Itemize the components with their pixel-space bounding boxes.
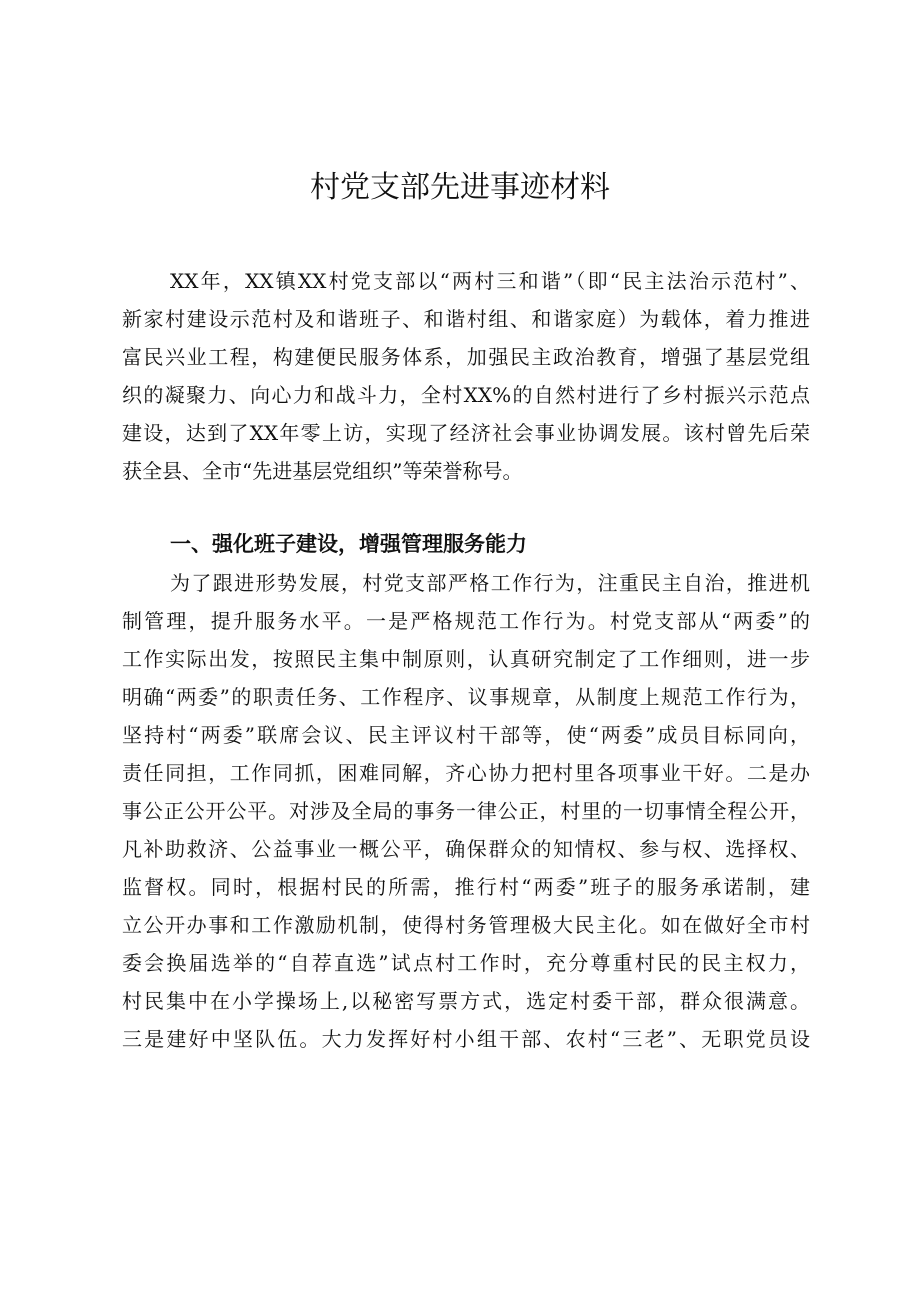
paragraph-line: 明确“两委”的职责任务、工作程序、议事规章，从制度上规范工作行为， bbox=[122, 685, 810, 709]
paragraph-line: 三是建好中坚队伍。大力发挥好村小组干部、农村“三老”、无职党员设 bbox=[122, 1027, 810, 1051]
paragraph-line: 委会换届选举的“自荐直选”试点村工作时，充分尊重村民的民主权力， bbox=[122, 951, 810, 975]
paragraph-line: 新家村建设示范村及和谐班子、和谐村组、和谐家庭）为载体，着力推进 bbox=[122, 307, 810, 331]
paragraph-line: 监督权。同时，根据村民的所需，推行村“两委”班子的服务承诺制，建 bbox=[122, 875, 810, 899]
paragraph-line: XX年，XX镇XX村党支部以“两村三和谐”（即“民主法治示范村”、 bbox=[170, 269, 810, 293]
paragraph-line: 坚持村“两委”联席会议、民主评议村干部等，使“两委”成员目标同向， bbox=[122, 723, 810, 747]
paragraph-line: 村民集中在小学操场上,以秘密写票方式，选定村委干部，群众很满意。 bbox=[122, 989, 810, 1013]
paragraph-line: 责任同担，工作同抓，困难同解，齐心协力把村里各项事业干好。二是办 bbox=[122, 761, 810, 785]
paragraph-line: 为了跟进形势发展，村党支部严格工作行为，注重民主自治，推进机 bbox=[170, 571, 810, 595]
paragraph-line: 获全县、全市“先进基层党组织”等荣誉称号。 bbox=[122, 459, 523, 483]
document-title: 村党支部先进事迹材料 bbox=[310, 170, 610, 205]
paragraph-line: 立公开办事和工作激励机制，使得村务管理极大民主化。如在做好全市村 bbox=[122, 913, 810, 937]
paragraph-line: 制管理，提升服务水平。一是严格规范工作行为。村党支部从“两委”的 bbox=[122, 609, 810, 633]
paragraph-line: 富民兴业工程，构建便民服务体系，加强民主政治教育，增强了基层党组 bbox=[122, 345, 810, 369]
paragraph-line: 事公正公开公平。对涉及全局的事务一律公正，村里的一切事情全程公开， bbox=[122, 799, 810, 823]
paragraph-line: 凡补助救济、公益事业一概公平，确保群众的知情权、参与权、选择权、 bbox=[122, 837, 810, 861]
section-heading: 一、强化班子建设，增强管理服务能力 bbox=[170, 532, 527, 556]
paragraph-line: 工作实际出发，按照民主集中制原则，认真研究制定了工作细则，进一步 bbox=[122, 647, 810, 671]
paragraph-line: 建设，达到了XX年零上访，实现了经济社会事业协调发展。该村曾先后荣 bbox=[122, 421, 810, 445]
paragraph-line: 织的凝聚力、向心力和战斗力，全村XX%的自然村进行了乡村振兴示范点 bbox=[122, 383, 810, 407]
